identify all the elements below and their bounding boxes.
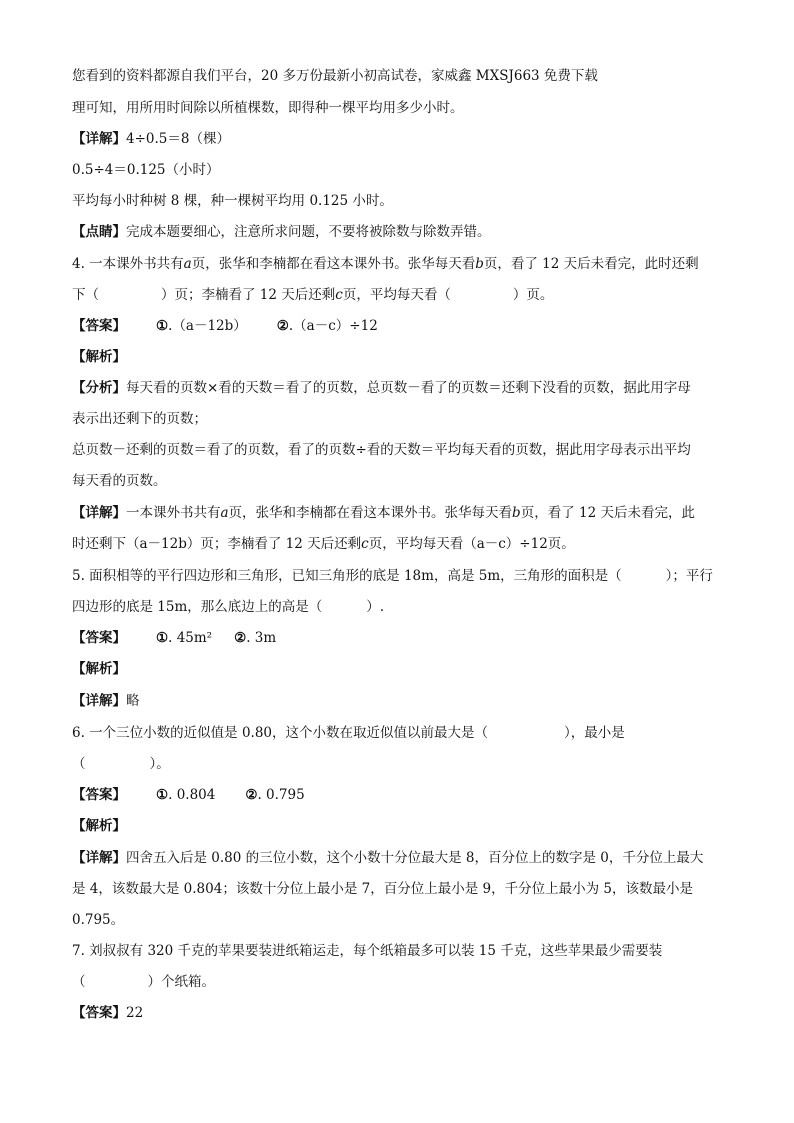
q6-answer-2 bbox=[245, 785, 304, 805]
q4-stem-line2 bbox=[72, 285, 734, 305]
q4-detail-line2: 时还剩下（a－12b）页；李楠看了 12 天后还剩𝑐页，平均每天看（a－c）÷12页。 bbox=[72, 536, 575, 552]
q4-answer-line bbox=[72, 316, 734, 336]
q6-detail-line2: 是 4，该数最大是 0.804；该数十分位上最小是 7，百分位上最小是 9，千分位上最小为 5，该数最小是 bbox=[72, 881, 693, 897]
q7-answer-line bbox=[72, 1003, 734, 1023]
circled-one: ① bbox=[156, 630, 169, 646]
tip-text: 完成本题要细心，注意所求问题，不要将被除数与除数弄错。 bbox=[126, 224, 491, 240]
q6-detail-text-1: 四舍五入后是 0.80 的三位小数，这个小数十分位最大是 8，百分位上的数字是 0，千分位上最大 bbox=[126, 850, 704, 866]
q4-stem-part-a: 下（ bbox=[72, 287, 99, 303]
q6-stem-line1 bbox=[72, 723, 734, 743]
q6-stem-part-d: ）。 bbox=[149, 756, 170, 772]
detail-tag: 【详解】 bbox=[72, 505, 126, 521]
q6-detail-line3: 0.795。 bbox=[72, 912, 125, 928]
detail-tag: 【详解】 bbox=[72, 131, 126, 147]
q4-stem-line1: 4. 一本课外书共有𝑎页，张华和李楠都在看这本课外书。张华每天看𝑏页，看了 12 天后未看完，此时还剩 bbox=[72, 256, 699, 272]
q5-stem-part-d: ）. bbox=[366, 599, 385, 615]
q4-stem-part-c: ）页。 bbox=[512, 287, 554, 303]
analysis-tag: 【解析】 bbox=[72, 818, 126, 834]
q5-analysis-heading bbox=[72, 659, 734, 679]
q5-stem-line1 bbox=[72, 566, 734, 586]
q6-answer-1 bbox=[156, 785, 215, 805]
q5-stem-line2 bbox=[72, 597, 734, 617]
q5-answer-1 bbox=[156, 628, 212, 648]
answer-tag: 【答案】 bbox=[72, 787, 126, 803]
q4-fenxi-line3: 总页数－还剩的页数＝看了的页数，看了的页数÷看的天数＝平均每天看的页数，据此用字母表示出平均 bbox=[72, 442, 691, 458]
q7-stem-part-b: ）个纸箱。 bbox=[147, 974, 215, 990]
circled-one: ① bbox=[156, 318, 169, 334]
q6-stem-part-b: ），最小是 bbox=[564, 725, 625, 741]
detail-tag: 【详解】 bbox=[72, 693, 126, 709]
circled-two: ② bbox=[245, 787, 258, 803]
q6-detail-line1 bbox=[72, 848, 734, 868]
q4-answer-1-text: .（a－12b） bbox=[168, 318, 247, 334]
circled-one: ① bbox=[156, 787, 169, 803]
analysis-tag: 【解析】 bbox=[72, 661, 126, 677]
circled-two: ② bbox=[234, 630, 247, 646]
q6-answer-line bbox=[72, 785, 734, 805]
q4-analysis-heading bbox=[72, 347, 734, 367]
answer-tag: 【答案】 bbox=[72, 1005, 126, 1021]
q7-stem-line2 bbox=[72, 972, 734, 992]
prev-calc-line: 0.5÷4＝0.125（小时） bbox=[72, 162, 220, 178]
q6-answer-2-text: . 0.795 bbox=[257, 787, 305, 803]
detail-text: 4÷0.5＝8（棵） bbox=[126, 131, 230, 147]
q6-stem-line2 bbox=[72, 754, 734, 774]
q7-stem-part-a: （ bbox=[72, 974, 86, 990]
analysis-tag: 【解析】 bbox=[72, 349, 126, 365]
q7-stem-line1: 7. 刘叔叔有 320 千克的苹果要装进纸箱运走，每个纸箱最多可以装 15 千克，这些苹果最少需要装 bbox=[72, 943, 663, 959]
detail-tag: 【详解】 bbox=[72, 850, 126, 866]
q5-stem-part-c: 四边形的底是 15m，那么底边上的高是（ bbox=[72, 599, 323, 615]
q5-detail-line bbox=[72, 691, 734, 711]
q5-answer-2-text: . 3m bbox=[246, 630, 277, 646]
tip-tag: 【点睛】 bbox=[72, 224, 126, 240]
prev-summary-line: 平均每小时种树 8 棵，种一棵树平均用 0.125 小时。 bbox=[72, 193, 393, 209]
circled-two: ② bbox=[276, 318, 289, 334]
q4-answer-2-text: .（a－c）÷12 bbox=[288, 318, 378, 334]
q4-stem-part-b: ）页；李楠看了 12 天后还剩𝑐页，平均每天看（ bbox=[161, 287, 451, 303]
answer-tag: 【答案】 bbox=[72, 630, 126, 646]
q5-answer-2 bbox=[234, 628, 276, 648]
prev-detail-line bbox=[72, 129, 734, 149]
answer-tag: 【答案】 bbox=[72, 318, 126, 334]
q6-answer-1-text: . 0.804 bbox=[168, 787, 216, 803]
q6-stem-part-c: （ bbox=[72, 756, 86, 772]
q4-fenxi-line2: 表示出还剩下的页数； bbox=[72, 411, 207, 427]
q4-answer-1 bbox=[156, 316, 247, 336]
prev-analysis-text: 理可知，用所用时间除以所植棵数，即得种一棵平均用多少小时。 bbox=[72, 100, 464, 116]
header-notice: 您看到的资料都源自我们平台，20 多万份最新小初高试卷，家威鑫 MXSJ663 免费下载 bbox=[72, 68, 598, 84]
q4-fenxi-line4: 每天看的页数。 bbox=[72, 473, 167, 489]
q7-answer-value: 22 bbox=[126, 1005, 144, 1021]
prev-tip-line bbox=[72, 222, 734, 242]
q4-detail-line1 bbox=[72, 503, 734, 523]
q5-answer-1-text: . 45m² bbox=[168, 630, 213, 646]
q4-answer-2 bbox=[277, 316, 378, 336]
q5-stem-part-b: ）；平行 bbox=[665, 568, 713, 584]
q4-fenxi-line1 bbox=[72, 378, 734, 398]
q5-stem-part-a: 5. 面积相等的平行四边形和三角形，已知三角形的底是 18m，高是 5m，三角形的面积是（ bbox=[72, 568, 622, 584]
q6-analysis-heading bbox=[72, 816, 734, 836]
q5-detail-text: 略 bbox=[126, 693, 140, 709]
q5-answer-line bbox=[72, 628, 734, 648]
fenxi-text-1: 每天看的页数×看的天数＝看了的页数，总页数－看了的页数＝还剩下没看的页数，据此用字母 bbox=[126, 380, 691, 396]
q6-stem-part-a: 6. 一个三位小数的近似值是 0.80，这个小数在取近似值以前最大是（ bbox=[72, 725, 489, 741]
fenxi-tag: 【分析】 bbox=[72, 380, 126, 396]
q4-detail-text-1: 一本课外书共有𝑎页，张华和李楠都在看这本课外书。张华每天看𝑏页，看了 12 天后未看完，此 bbox=[126, 505, 695, 521]
